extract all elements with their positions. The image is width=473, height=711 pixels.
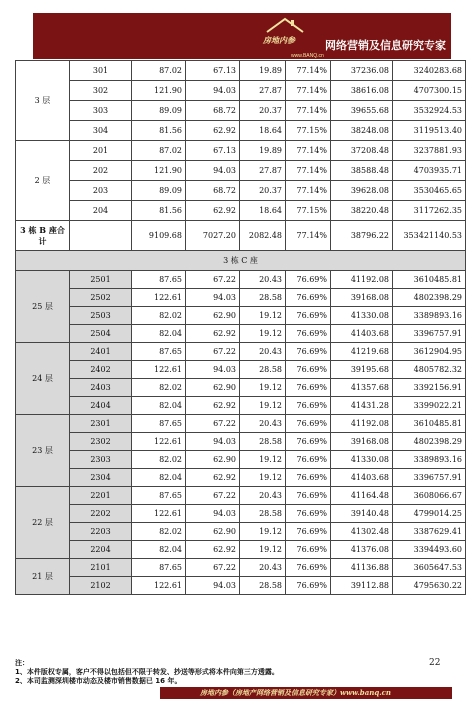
unit-number: 2504 [70,325,132,343]
total-cell: 353421140.53 [393,221,466,251]
unit-number: 2203 [70,523,132,541]
table-row [16,559,466,577]
table-row [16,289,466,307]
table-cell: 41192.08 [331,271,393,289]
table-cell: 3612904.95 [393,343,466,361]
table-cell: 76.69% [286,505,331,523]
table-cell: 3389893.16 [393,451,466,469]
unit-number: 2401 [70,343,132,361]
table-row [16,487,466,505]
unit-number: 2501 [70,271,132,289]
unit-number: 203 [70,181,132,201]
table-cell: 18.64 [240,201,286,221]
table-cell: 76.69% [286,469,331,487]
table-row [16,361,466,379]
table-cell: 76.69% [286,487,331,505]
unit-number: 2301 [70,415,132,433]
floor-label: 25 层 [16,271,70,343]
table-cell: 3605647.53 [393,559,466,577]
table-cell: 94.03 [186,81,240,101]
header-banner [33,13,451,59]
table-cell: 76.69% [286,577,331,595]
table-cell: 87.65 [132,415,186,433]
table-cell: 67.22 [186,271,240,289]
table-row [16,451,466,469]
table-cell: 62.92 [186,397,240,415]
table-cell: 77.14% [286,181,331,201]
unit-number: 202 [70,161,132,181]
unit-number: 2303 [70,451,132,469]
table-cell: 77.15% [286,201,331,221]
table-row [16,181,466,201]
table-cell: 41403.68 [331,325,393,343]
floor-label: 24 层 [16,343,70,415]
table-cell: 20.43 [240,343,286,361]
unit-number: 301 [70,61,132,81]
table-cell: 38616.08 [331,81,393,101]
floor-label: 21 层 [16,559,70,595]
table-cell: 94.03 [186,361,240,379]
table-cell: 87.65 [132,271,186,289]
table-cell: 82.04 [132,469,186,487]
table-cell: 41376.08 [331,541,393,559]
table-cell: 62.90 [186,523,240,541]
table-cell: 3119513.40 [393,121,466,141]
table-cell: 3532924.53 [393,101,466,121]
table-cell: 39655.68 [331,101,393,121]
total-cell: 77.14% [286,221,331,251]
table-cell: 19.89 [240,61,286,81]
table-cell: 62.92 [186,325,240,343]
table-cell: 19.89 [240,141,286,161]
table-cell: 67.22 [186,415,240,433]
table-cell: 19.12 [240,451,286,469]
table-cell: 3394493.60 [393,541,466,559]
footer-bar: 房地内参（房地产网络营销及信息研究专家）www.banq.cn [160,687,452,699]
total-empty-cell [70,221,132,251]
unit-number: 2403 [70,379,132,397]
table-cell: 3240283.68 [393,61,466,81]
unit-number: 2304 [70,469,132,487]
table-cell: 41192.08 [331,415,393,433]
floor-label: 2 层 [16,141,70,221]
table-row [16,379,466,397]
table-cell: 77.14% [286,161,331,181]
table-cell: 122.61 [132,289,186,307]
table-cell: 76.69% [286,451,331,469]
sales-price-table [15,60,466,595]
table-cell: 3530465.65 [393,181,466,201]
floor-label: 3 层 [16,61,70,141]
table-row [16,415,466,433]
unit-number: 2404 [70,397,132,415]
table-cell: 122.61 [132,505,186,523]
table-cell: 94.03 [186,505,240,523]
unit-number: 2503 [70,307,132,325]
table-cell: 20.43 [240,487,286,505]
table-cell: 3387629.41 [393,523,466,541]
table-cell: 41302.48 [331,523,393,541]
table-cell: 76.69% [286,361,331,379]
table-cell: 81.56 [132,121,186,141]
banner-title: 网络营销及信息研究专家 [325,39,446,52]
table-cell: 39140.48 [331,505,393,523]
table-cell: 122.61 [132,361,186,379]
table-cell: 41164.48 [331,487,393,505]
table-cell: 3399022.21 [393,397,466,415]
table-cell: 76.69% [286,271,331,289]
table-cell: 27.87 [240,161,286,181]
total-label: 3 栋 B 座合计 [16,221,70,251]
total-cell: 9109.68 [132,221,186,251]
building-c-rows [16,271,466,595]
table-cell: 76.69% [286,307,331,325]
floor-label: 22 层 [16,487,70,559]
table-cell: 39195.68 [331,361,393,379]
table-cell: 38248.08 [331,121,393,141]
table-cell: 20.43 [240,559,286,577]
table-cell: 4707300.15 [393,81,466,101]
table-cell: 41330.08 [331,451,393,469]
table-cell: 76.69% [286,343,331,361]
page-number: 22 [429,658,441,668]
table-cell: 27.87 [240,81,286,101]
table-cell: 28.58 [240,433,286,451]
table-cell: 121.90 [132,81,186,101]
table-cell: 94.03 [186,433,240,451]
table-cell: 67.22 [186,487,240,505]
table-cell: 87.02 [132,141,186,161]
unit-number: 204 [70,201,132,221]
unit-number: 302 [70,81,132,101]
table-cell: 20.43 [240,271,286,289]
table-cell: 67.13 [186,61,240,81]
table-cell: 19.12 [240,541,286,559]
table-cell: 77.14% [286,61,331,81]
table-cell: 19.12 [240,397,286,415]
table-cell: 28.58 [240,361,286,379]
table-cell: 87.65 [132,343,186,361]
table-row [16,81,466,101]
table-cell: 4703935.71 [393,161,466,181]
total-cell: 7027.20 [186,221,240,251]
table-cell: 122.61 [132,577,186,595]
table-row [16,541,466,559]
table-cell: 62.92 [186,121,240,141]
table-cell: 41403.68 [331,469,393,487]
table-cell: 3389893.16 [393,307,466,325]
brand-url: www.BANQ.cn [291,53,324,59]
table-row [16,397,466,415]
table-cell: 20.43 [240,415,286,433]
table-cell: 76.69% [286,325,331,343]
table-cell: 77.15% [286,121,331,141]
table-cell: 76.69% [286,523,331,541]
table-cell: 20.37 [240,181,286,201]
table-cell: 76.69% [286,415,331,433]
table-cell: 77.14% [286,81,331,101]
unit-number: 2101 [70,559,132,577]
table-row [16,505,466,523]
table-cell: 62.92 [186,541,240,559]
table-cell: 19.12 [240,307,286,325]
unit-number: 2402 [70,361,132,379]
table-cell: 77.14% [286,101,331,121]
table-cell: 62.90 [186,379,240,397]
table-cell: 76.69% [286,433,331,451]
table-cell: 82.02 [132,523,186,541]
table-row [16,325,466,343]
table-cell: 76.69% [286,541,331,559]
note-item: 1、本件版权专属，客户不得以包括但不限于转发、抄送等形式将本件向第三方透露。 [15,668,279,676]
table-row [16,61,466,81]
total-row [16,221,466,251]
table-cell: 68.72 [186,181,240,201]
table-cell: 68.72 [186,101,240,121]
table-cell: 76.69% [286,289,331,307]
table-cell: 37208.48 [331,141,393,161]
note-item: 2、本司监测深圳楼市动态及楼市销售数据已 16 年。 [15,677,182,685]
table-cell: 39628.08 [331,181,393,201]
table-cell: 39168.08 [331,289,393,307]
unit-number: 201 [70,141,132,161]
table-cell: 41219.68 [331,343,393,361]
unit-number: 2201 [70,487,132,505]
table-row [16,201,466,221]
table-cell: 3396757.91 [393,325,466,343]
unit-number: 2302 [70,433,132,451]
total-cell: 38796.22 [331,221,393,251]
table-cell: 76.69% [286,397,331,415]
table-cell: 62.92 [186,469,240,487]
table-cell: 41357.68 [331,379,393,397]
building-b-rows [16,61,466,221]
table-cell: 82.04 [132,397,186,415]
table-row [16,141,466,161]
table-row [16,101,466,121]
table-cell: 67.22 [186,343,240,361]
table-cell: 67.22 [186,559,240,577]
table-cell: 62.90 [186,307,240,325]
table-cell: 41330.08 [331,307,393,325]
table-cell: 19.12 [240,523,286,541]
table-row [16,433,466,451]
table-cell: 87.65 [132,487,186,505]
brand-name: 房地内参 [263,35,295,45]
table-cell: 87.02 [132,61,186,81]
table-cell: 3610485.81 [393,271,466,289]
building-b-total [16,221,466,271]
table-cell: 82.04 [132,325,186,343]
table-cell: 121.90 [132,161,186,181]
unit-number: 304 [70,121,132,141]
table-cell: 81.56 [132,201,186,221]
table-cell: 82.02 [132,451,186,469]
total-cell: 2082.48 [240,221,286,251]
table-row [16,161,466,181]
table-row [16,343,466,361]
table-cell: 82.04 [132,541,186,559]
table-cell: 19.12 [240,469,286,487]
table-cell: 28.58 [240,289,286,307]
table-cell: 37236.08 [331,61,393,81]
table-row [16,469,466,487]
table-cell: 41431.28 [331,397,393,415]
notes [15,659,452,686]
table-cell: 19.12 [240,325,286,343]
unit-number: 2202 [70,505,132,523]
table-cell: 67.13 [186,141,240,161]
table-cell: 122.61 [132,433,186,451]
table-cell: 62.92 [186,201,240,221]
house-roof-icon [265,16,305,34]
table-cell: 87.65 [132,559,186,577]
unit-number: 303 [70,101,132,121]
table-row [16,577,466,595]
table-cell: 3396757.91 [393,469,466,487]
table-cell: 3237881.93 [393,141,466,161]
table-cell: 77.14% [286,141,331,161]
table-row [16,271,466,289]
notes-heading: 注： [15,659,29,667]
table-cell: 89.09 [132,101,186,121]
table-cell: 94.03 [186,289,240,307]
table-cell: 28.58 [240,505,286,523]
table-cell: 89.09 [132,181,186,201]
table-cell: 41136.88 [331,559,393,577]
table-cell: 3117262.35 [393,201,466,221]
table-cell: 82.02 [132,379,186,397]
table-cell: 39112.88 [331,577,393,595]
table-cell: 82.02 [132,307,186,325]
table-cell: 3392156.91 [393,379,466,397]
floor-label: 23 层 [16,415,70,487]
table-cell: 3610485.81 [393,415,466,433]
table-row [16,121,466,141]
section-title: 3 栋 C 座 [16,251,466,271]
table-cell: 38588.48 [331,161,393,181]
section-row [16,251,466,271]
table-cell: 3608066.67 [393,487,466,505]
table-cell: 28.58 [240,577,286,595]
unit-number: 2102 [70,577,132,595]
unit-number: 2502 [70,289,132,307]
table-cell: 94.03 [186,161,240,181]
table-cell: 62.90 [186,451,240,469]
table-cell: 4802398.29 [393,289,466,307]
table-cell: 19.12 [240,379,286,397]
table-cell: 94.03 [186,577,240,595]
table-cell: 76.69% [286,379,331,397]
unit-number: 2204 [70,541,132,559]
table-cell: 20.37 [240,101,286,121]
table-cell: 38220.48 [331,201,393,221]
table-cell: 4799014.25 [393,505,466,523]
table-cell: 4805782.32 [393,361,466,379]
table-cell: 18.64 [240,121,286,141]
table-cell: 4802398.29 [393,433,466,451]
table-cell: 39168.08 [331,433,393,451]
table-cell: 76.69% [286,559,331,577]
table-cell: 4795630.22 [393,577,466,595]
table-row [16,523,466,541]
table-row [16,307,466,325]
